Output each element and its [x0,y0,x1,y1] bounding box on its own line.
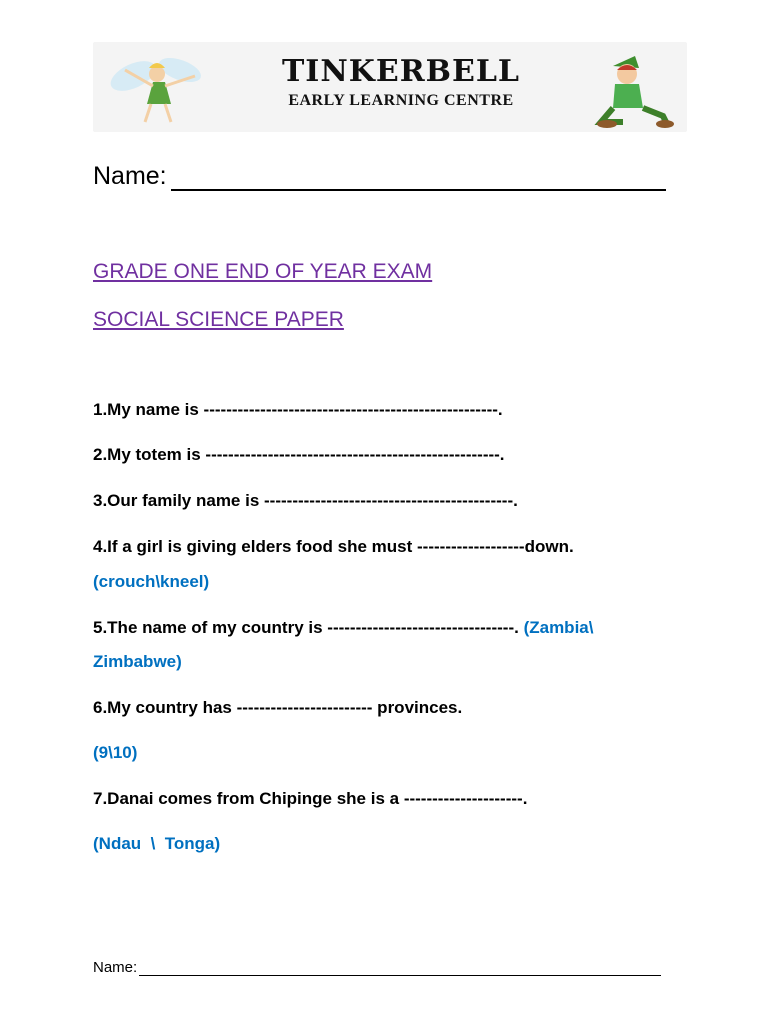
question-1: 1.My name is ----------------------------------------------------. [93,400,503,419]
school-banner [93,42,687,132]
school-name: TINKERBELL [281,54,521,89]
tinkerbell-fairy-icon [105,46,215,128]
footer-name-blank[interactable] [139,961,661,976]
exam-title: GRADE ONE END OF YEAR EXAM [93,260,433,283]
name-blank[interactable] [171,167,666,191]
question-4: 4.If a girl is giving elders food she must -------------------down. [93,537,574,556]
question-7: 7.Danai comes from Chipinge she is a ---------------------. [93,789,528,808]
question-7-options: (Ndau \ Tonga) [93,834,221,853]
question-3: 3.Our family name is --------------------------------------------. [93,491,518,510]
school-subtitle: EARLY LEARNING CENTRE [288,92,514,109]
question-5-options-part1: (Zambia\ [523,618,594,637]
paper-title: SOCIAL SCIENCE PAPER [93,308,344,331]
peter-pan-icon [593,52,675,128]
footer-name-field [93,959,661,976]
question-6: 6.My country has ------------------------ provinces. [93,698,463,717]
footer-name-label: Name: [93,959,138,976]
question-4-options: (crouch\kneel) [93,572,210,591]
question-5 [93,618,593,638]
question-5-text: 5.The name of my country is ---------------------------------. [93,618,519,637]
name-field [93,162,666,191]
question-5-options-part2: Zimbabwe) [93,652,182,671]
question-6-options: (9\10) [93,743,138,762]
question-2: 2.My totem is ----------------------------------------------------. [93,445,505,464]
name-label: Name: [93,162,167,190]
